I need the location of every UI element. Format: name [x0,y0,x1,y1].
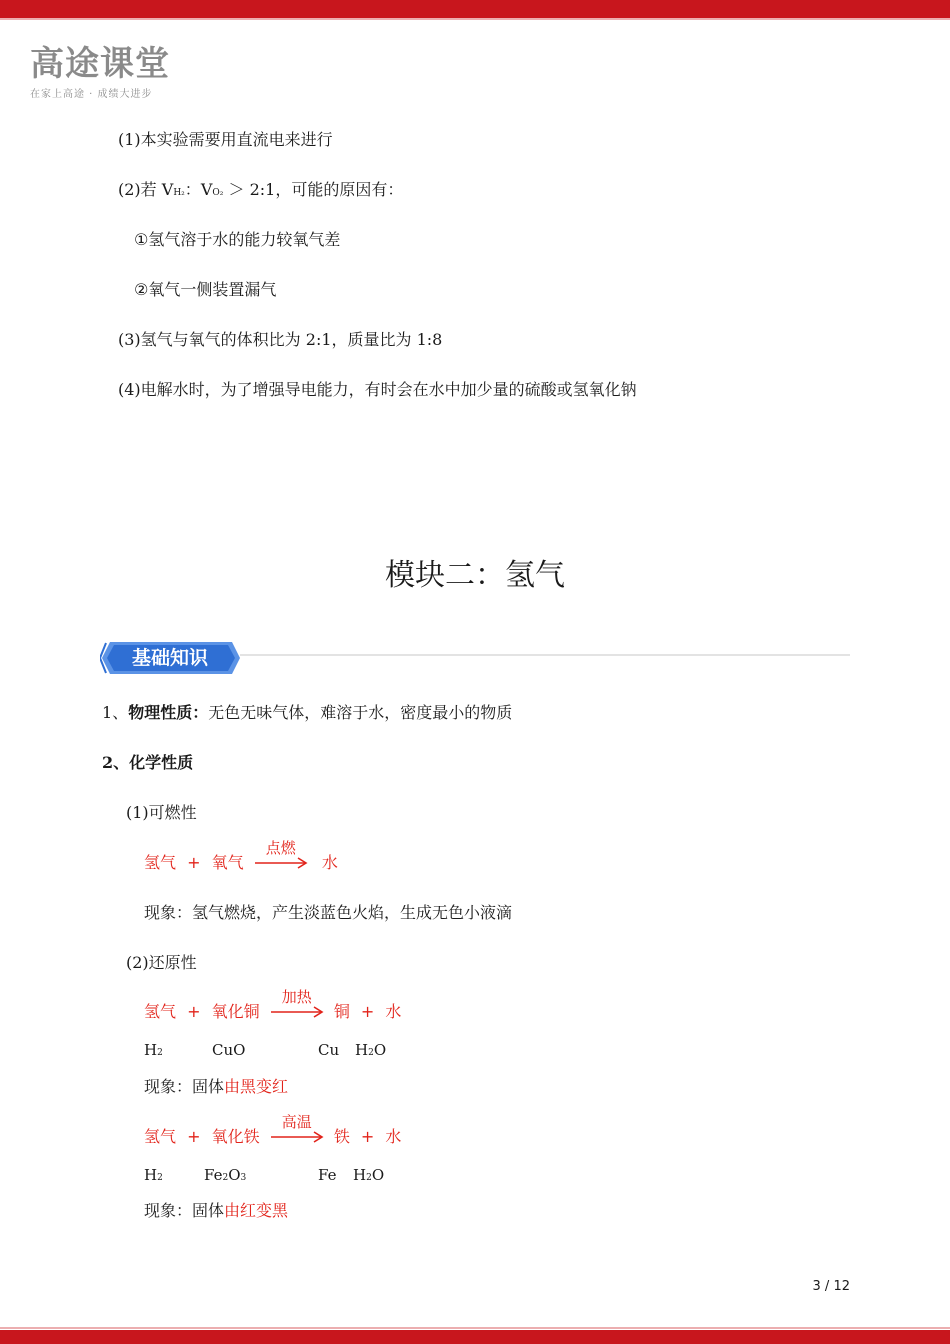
arrow-icon [269,1005,325,1019]
reaction-arrow [269,988,325,1023]
formula-iron: Fe [318,1166,337,1184]
reaction-arrow [253,839,309,874]
knowledge-item-chemical: 2、化学性质 [102,753,194,772]
logo-name: 高途课堂 [30,44,170,84]
formula-hydrogen: H2 [144,1041,163,1059]
reduction-equation-copper: 氢气 + 氧化铜 加热 铜 + 水 [144,988,402,1021]
point-2-reason-a: ①氢气溶于水的能力较氧气差 [134,230,341,249]
formula-hydrogen: H2 [144,1166,163,1184]
formula-iron-oxide: Fe2O3 [204,1166,247,1184]
section-label: 基础知识 [131,647,208,669]
formula-water: H2O [353,1166,385,1184]
point-2: (2)若 VH₂：VO₂ ＞ 2:1，可能的原因有： [118,180,404,199]
module-title: 模块二：氢气 [385,558,565,593]
section-header [100,640,850,676]
page-number: 3 / 12 [812,1279,850,1294]
reaction-condition: 高温 [281,1113,312,1131]
point-3: (3)氢气与氧气的体积比为 2:1，质量比为 1:8 [118,330,443,349]
reduction-label: (2)还原性 [126,953,197,972]
combustion-equation: 氢气 + 氧气 点燃 水 [144,839,338,872]
top-banner [0,0,950,18]
logo-slogan: 在家上高途 · 成绩大进步 [30,89,153,100]
logo [30,44,170,100]
formula-water: H2O [355,1041,387,1059]
combustion-phenomenon: 现象：氢气燃烧，产生淡蓝色火焰，生成无色小液滴 [144,903,513,922]
knowledge-item-physical: 1、物理性质：无色无味气体，难溶于水，密度最小的物质 [102,703,513,722]
formula-copper: Cu [318,1041,340,1059]
reaction-condition: 点燃 [265,839,296,857]
formula-copper-oxide: CuO [212,1041,246,1059]
point-4: (4)电解水时，为了增强导电能力，有时会在水中加少量的硫酸或氢氧化钠 [118,380,637,399]
point-2-reason-b: ②氧气一侧装置漏气 [134,280,277,299]
combustion-label: (1)可燃性 [126,803,197,822]
point-1: (1)本实验需要用直流电来进行 [118,130,333,149]
reaction-arrow [269,1113,325,1148]
section-divider [240,654,850,656]
reduction-phenomenon-iron: 现象：固体由红变黑 [144,1201,289,1220]
arrow-icon [253,856,309,870]
reaction-condition: 加热 [281,988,312,1006]
arrow-icon [269,1130,325,1144]
reduction-equation-iron: 氢气 + 氧化铁 高温 铁 + 水 [144,1113,402,1146]
bottom-banner [0,1330,950,1344]
reduction-phenomenon-copper: 现象：固体由黑变红 [144,1077,289,1096]
